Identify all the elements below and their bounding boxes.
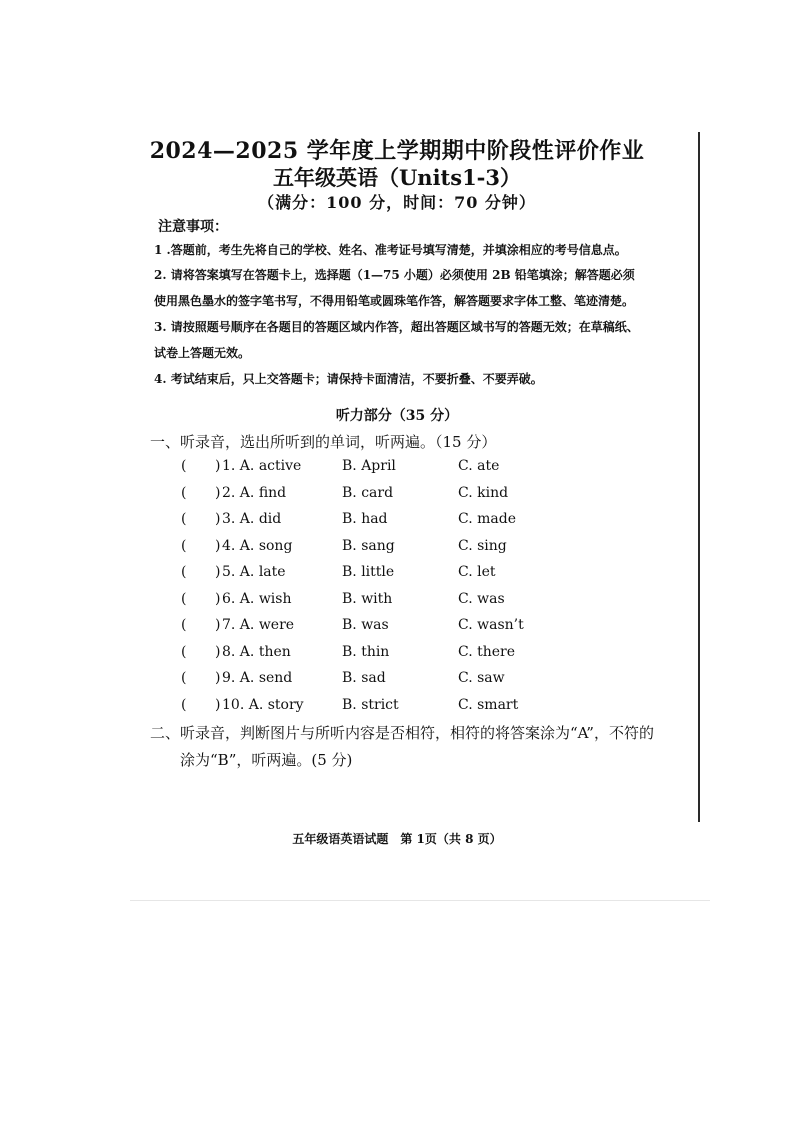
option-a: 4. A. song [222, 537, 293, 554]
option-b: B. with [342, 590, 393, 607]
answer-paren-open[interactable]: ( [181, 511, 187, 527]
option-b: B. April [342, 458, 396, 474]
question-row [0, 591, 794, 615]
answer-paren-close: ) [215, 484, 221, 501]
option-a: 3. A. did [222, 511, 282, 527]
page-footer: 五年级语英语试题 第 1页（共 8 页） [292, 832, 502, 846]
answer-paren-open[interactable]: ( [181, 590, 187, 607]
answer-paren-close: ) [215, 643, 221, 660]
option-a: 5. A. late [222, 564, 286, 580]
question-row [0, 564, 794, 588]
answer-paren-close: ) [215, 696, 221, 713]
question-row [0, 617, 794, 641]
answer-paren-close: ) [215, 458, 221, 474]
answer-paren-close: ) [215, 670, 221, 686]
option-b: B. sad [342, 670, 386, 686]
question-row [0, 538, 794, 562]
option-c: C. sing [458, 537, 507, 554]
part2-title-line-2: 涂为“B”，听两遍。(5 分) [180, 751, 353, 769]
answer-paren-open[interactable]: ( [181, 643, 187, 660]
note-item-3-line-1: 3. 请按照题号顺序在各题目的答题区域内作答，超出答题区域书写的答题无效；在草稿纸、 [154, 320, 639, 334]
option-c: C. ate [458, 458, 500, 474]
page-bottom-rule [130, 900, 710, 901]
option-c: C. made [458, 511, 516, 527]
question-row [0, 511, 794, 535]
answer-paren-close: ) [215, 511, 221, 527]
option-b: B. had [342, 511, 388, 527]
option-b: B. strict [342, 696, 399, 713]
exam-score-time: （满分：100 分，时间：70 分钟） [258, 193, 536, 212]
question-row [0, 697, 794, 721]
question-row [0, 458, 794, 482]
option-b: B. little [342, 564, 395, 580]
part2-title-line-1: 二、听录音，判断图片与所听内容是否相符，相符的将答案涂为“A”，不符的 [150, 724, 654, 742]
option-c: C. smart [458, 696, 519, 713]
exam-subject: 五年级英语（Units1-3） [272, 165, 522, 190]
answer-paren-open[interactable]: ( [181, 696, 187, 713]
option-b: B. thin [342, 643, 390, 660]
option-c: C. kind [458, 484, 509, 501]
answer-paren-open[interactable]: ( [181, 564, 187, 580]
question-row [0, 644, 794, 668]
option-b: B. sang [342, 537, 395, 554]
option-a: 10. A. story [222, 696, 304, 713]
answer-paren-open[interactable]: ( [181, 484, 187, 501]
answer-paren-open[interactable]: ( [181, 458, 187, 474]
option-b: B. was [342, 617, 389, 633]
part1-title: 一、听录音，选出所听到的单词，听两遍。（15 分） [150, 433, 497, 451]
notes-heading: 注意事项： [158, 219, 228, 235]
option-a: 7. A. were [222, 617, 295, 633]
answer-paren-open[interactable]: ( [181, 537, 187, 554]
note-item-4: 4. 考试结束后，只上交答题卡；请保持卡面清洁，不要折叠、不要弄破。 [154, 372, 543, 386]
option-c: C. was [458, 590, 505, 607]
note-item-2-line-1: 2. 请将答案填写在答题卡上，选择题（1—75 小题）必须使用 2B 铅笔填涂；解答题必须 [154, 268, 635, 282]
option-b: B. card [342, 484, 394, 501]
option-c: C. wasn’t [458, 617, 524, 633]
answer-paren-close: ) [215, 617, 221, 633]
answer-paren-close: ) [215, 590, 221, 607]
option-a: 6. A. wish [222, 590, 292, 607]
note-item-3-line-2: 试卷上答题无效。 [154, 346, 251, 360]
exam-title: 2024—2025 学年度上学期期中阶段性评价作业 [149, 138, 645, 164]
listening-section-title: 听力部分（35 分） [335, 408, 459, 424]
note-item-1: 1 .答题前，考生先将自己的学校、姓名、准考证号填写清楚，并填涂相应的考号信息点。 [154, 243, 627, 257]
option-c: C. saw [458, 670, 505, 686]
note-item-2-line-2: 使用黑色墨水的签字笔书写，不得用铅笔或圆珠笔作答，解答题要求字体工整、笔迹清楚。 [154, 294, 635, 308]
option-a: 2. A. find [222, 484, 287, 501]
answer-paren-close: ) [215, 537, 221, 554]
option-c: C. there [458, 643, 516, 660]
question-row [0, 670, 794, 694]
option-a: 1. A. active [222, 458, 302, 474]
answer-paren-close: ) [215, 564, 221, 580]
answer-paren-open[interactable]: ( [181, 617, 187, 633]
answer-paren-open[interactable]: ( [181, 670, 187, 686]
option-a: 9. A. send [222, 670, 293, 686]
option-c: C. let [458, 564, 496, 580]
option-a: 8. A. then [222, 643, 291, 660]
question-row [0, 485, 794, 509]
